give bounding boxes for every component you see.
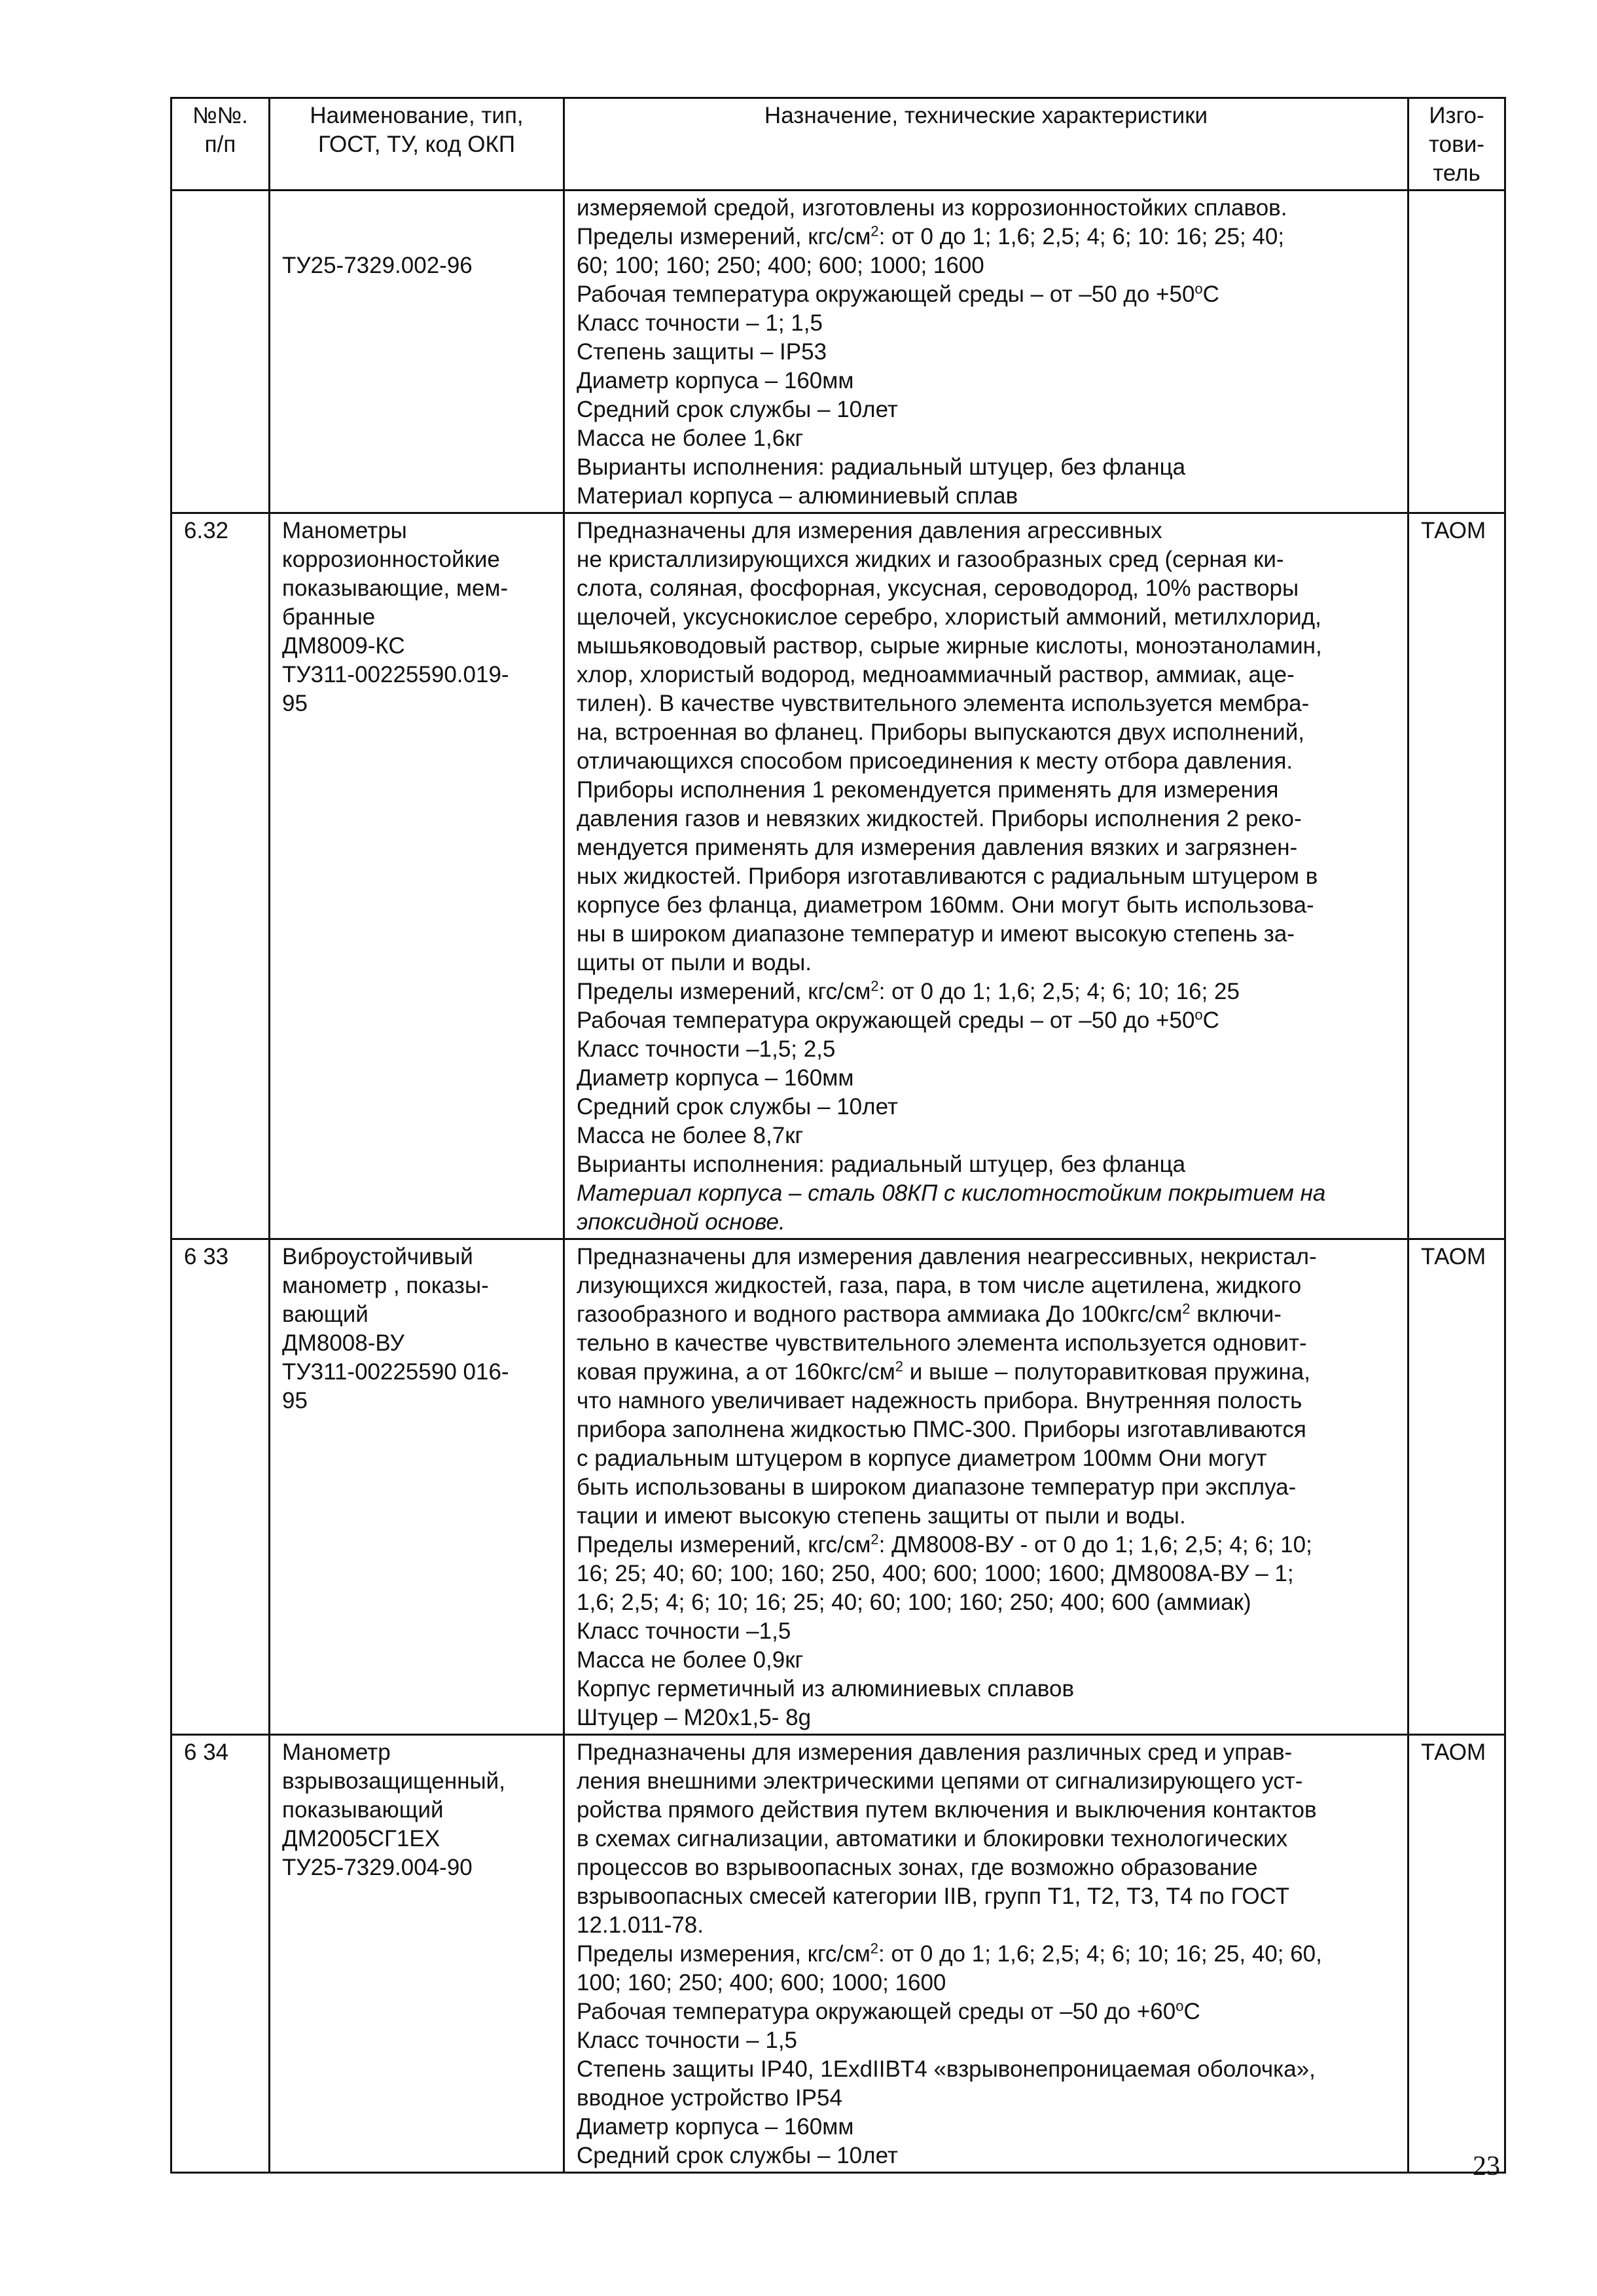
description-text: давления газов и невязких жидкостей. Приборы исполнения 2 реко- [577, 806, 1302, 831]
description-text: Масса не более 1,6кг [577, 426, 804, 451]
header-manufacturer-line: Изго- [1429, 103, 1484, 128]
description-line [577, 718, 1395, 747]
description-text: Рабочая температура окружающей среды от –50 до +60 [577, 1999, 1176, 2024]
product-name-line: ДМ8009-КС [282, 633, 405, 659]
description-line [577, 1473, 1395, 1502]
description-text: Класс точности – 1; 1,5 [577, 310, 823, 336]
description-text: Пределы измерений, кгс/см [577, 224, 871, 249]
description-line [577, 424, 1395, 453]
description-text: ковая пружина, а от 160кгс/см [577, 1359, 895, 1385]
description-text: быть использованы в широком диапазоне температур при эксплуа- [577, 1474, 1297, 1500]
superscript: 2 [870, 1940, 879, 1957]
product-name-line: показывающие, мем- [282, 575, 509, 601]
product-name-line: коррозионностойкие [282, 547, 500, 572]
description-line [577, 194, 1395, 223]
superscript: 2 [895, 1358, 904, 1375]
description-text: ны в широком диапазоне температур и имеют высокую степень за- [577, 921, 1295, 947]
description-line [577, 1969, 1395, 1997]
header-name [270, 98, 564, 191]
description-line [577, 603, 1395, 632]
description-line [577, 2141, 1395, 2170]
description-text: вводное устройство IP54 [577, 2085, 842, 2111]
header-number-line: п/п [204, 132, 236, 157]
superscript: 2 [870, 223, 879, 240]
row-number: 6 33 [184, 1244, 229, 1269]
description-line [577, 1940, 1395, 1969]
header-manufacturer-line: тови- [1429, 132, 1484, 157]
description-text: на, встроенная во фланец. Приборы выпускаются двух исполнений, [577, 720, 1304, 745]
description-text: : ДМ8008-ВУ - от 0 до 1; 1,6; 2,5; 4; 6; 10; [878, 1532, 1312, 1558]
description-line [577, 1208, 1395, 1237]
description-text: : от 0 до 1; 1,6; 2,5; 4; 6; 10; 16; 25 [878, 979, 1240, 1004]
description-line [577, 977, 1395, 1006]
description-text: Пределы измерения, кгс/см [577, 1941, 870, 1967]
superscript: 2 [870, 1531, 879, 1548]
description-cell [564, 513, 1409, 1239]
description-text: Средний срок службы – 10лет [577, 2143, 898, 2168]
description-text: Диаметр корпуса – 160мм [577, 2114, 854, 2140]
description-text: Средний срок службы – 10лет [577, 397, 898, 422]
manufacturer: ТАОМ [1421, 518, 1486, 543]
product-name-line: бранные [282, 604, 376, 630]
description-line [577, 482, 1395, 511]
product-name-cell [270, 1735, 564, 2173]
description-line [577, 1243, 1395, 1271]
description-text: измеряемой средой, изготовлены из коррозионностойких сплавов. [577, 195, 1287, 221]
table-body [171, 191, 1505, 2173]
description-line [577, 689, 1395, 718]
description-text: Средний срок службы – 10лет [577, 1094, 898, 1120]
superscript: o [1194, 1006, 1203, 1023]
description-line [577, 1150, 1395, 1179]
description-text: ления внешними электрическими цепями от сигнализирующего уст- [577, 1768, 1303, 1794]
description-line [577, 545, 1395, 574]
description-line [577, 338, 1395, 367]
description-text: 12.1.011-78. [577, 1912, 704, 1938]
description-line [577, 1415, 1395, 1444]
description-text: С [1183, 1999, 1200, 2024]
description-text: 1,6; 2,5; 4; 6; 10; 16; 25; 40; 60; 100; 160; 250; 400; 600 (аммиак) [577, 1590, 1251, 1615]
description-text: Пределы измерений, кгс/см [577, 979, 871, 1004]
description-text: щелочей, уксуснокислое серебро, хлористый аммоний, метилхлорид, [577, 604, 1321, 630]
description-line [577, 309, 1395, 338]
description-line [577, 395, 1395, 424]
description-text: Выриaнты исполнения: радиальный штуцер, без фланца [577, 454, 1186, 480]
description-text: Степень защиты – IP53 [577, 339, 827, 365]
table-header-row [171, 98, 1505, 191]
superscript: 2 [870, 977, 879, 994]
product-name-line: показывающий [282, 1797, 444, 1823]
description-text: Рабочая температура окружающей среды – от –50 до +50 [577, 282, 1195, 307]
description-text: слота, соляная, фосфорная, уксусная, сероводород, 10% растворы [577, 575, 1299, 601]
header-number-line: №№. [192, 103, 248, 128]
description-text: включи- [1190, 1302, 1282, 1327]
description-line [577, 1675, 1395, 1704]
description-text: что намного увеличивает надежность прибора. Внутренняя полость [577, 1388, 1302, 1413]
description-text: Класс точности –1,5 [577, 1618, 791, 1644]
product-name-line: ДМ8008-ВУ [282, 1330, 404, 1356]
description-text: тельно в качестве чувствительного элемента используется одновит- [577, 1330, 1307, 1356]
manufacturer-cell [1409, 1239, 1505, 1735]
description-line [577, 223, 1395, 251]
manufacturer-cell [1409, 191, 1505, 513]
description-line [577, 1588, 1395, 1617]
superscript: o [1194, 280, 1203, 297]
row-number-cell [171, 1239, 270, 1735]
page-number: 23 [1473, 2151, 1500, 2181]
description-line [577, 661, 1395, 689]
description-line [577, 2026, 1395, 2055]
description-line [577, 891, 1395, 920]
product-name-cell [270, 1239, 564, 1735]
description-line [577, 1502, 1395, 1531]
description-line [577, 453, 1395, 482]
description-text: : от 0 до 1; 1,6; 2,5; 4; 6; 10: 16; 25; 40; [878, 224, 1285, 249]
description-text: в схемах сигнализации, автоматики и блокировки технологических [577, 1826, 1288, 1851]
description-text: Класс точности –1,5; 2,5 [577, 1036, 836, 1062]
description-line [577, 833, 1395, 862]
description-line [577, 1559, 1395, 1588]
description-line [577, 1358, 1395, 1387]
header-number [171, 98, 270, 191]
description-line [577, 1387, 1395, 1415]
description-line [577, 1300, 1395, 1329]
description-text: ройства прямого действия путем включения и выключения контактов [577, 1797, 1317, 1823]
header-manufacturer-line: тель [1433, 160, 1480, 186]
description-line [577, 1997, 1395, 2026]
description-text: процессов во взрывоопасных зонах, где возможно образование [577, 1855, 1258, 1880]
row-number-cell [171, 1735, 270, 2173]
description-text: Предназначены для измерения давления неагрессивных, некристал- [577, 1244, 1317, 1269]
description-text: с радиальным штуцером в корпусе диаметром 100мм Они могут [577, 1446, 1267, 1471]
product-name-line: взрывозащищенный, [282, 1768, 505, 1794]
description-text: Выриaнты исполнения: радиальный штуцер, без фланца [577, 1152, 1186, 1177]
description-cell [564, 1735, 1409, 2173]
product-name-line [282, 194, 551, 223]
manufacturer-cell [1409, 513, 1505, 1239]
header-description [564, 98, 1409, 191]
table-row [171, 191, 1505, 513]
description-text: мендуется применять для измерения давления вязких и загрязнен- [577, 835, 1298, 860]
table-row [171, 513, 1505, 1239]
description-line [577, 949, 1395, 977]
description-text: тации и имеют высокую степень защиты от пыли и воды. [577, 1503, 1186, 1529]
product-name-line: Манометры [282, 518, 407, 543]
description-line [577, 1738, 1395, 1767]
description-text: Диаметр корпуса – 160мм [577, 1065, 854, 1091]
superscript: o [1175, 1997, 1184, 2014]
description-text: С [1202, 282, 1219, 307]
description-line [577, 1329, 1395, 1358]
description-line [577, 367, 1395, 395]
product-name-line: ТУ25-7329.004-90 [282, 1855, 473, 1880]
row-number-cell [171, 191, 270, 513]
description-line [577, 517, 1395, 545]
description-line [577, 1825, 1395, 1853]
description-text: эпоксидной основе. [577, 1209, 785, 1235]
manufacturer-cell [1409, 1735, 1505, 2173]
description-text: щиты от пыли и воды. [577, 950, 812, 975]
description-line [577, 1006, 1395, 1035]
header-name-line: ГОСТ, ТУ, код ОКП [317, 132, 515, 157]
description-line [577, 920, 1395, 949]
superscript: 2 [1182, 1300, 1191, 1317]
product-name-line: Виброустойчивый [282, 1244, 473, 1269]
product-name-line: ТУ311-00225590 016- [282, 1359, 509, 1385]
row-number: 6 34 [184, 1740, 229, 1765]
description-text: Предназначены для измерения давления агрессивных [577, 518, 1162, 543]
description-text: : от 0 до 1; 1,6; 2,5; 4; 6; 10; 16; 25, 40; 60, [878, 1941, 1322, 1967]
description-text: Приборы исполнения 1 рекомендуется применять для измерения [577, 777, 1279, 803]
description-text: Степень защиты IP40, 1ExdIIBT4 «взрывонепроницаемая оболочка», [577, 2056, 1316, 2082]
product-name-line: ТУ25-7329.002-96 [282, 253, 473, 278]
description-line [577, 1093, 1395, 1121]
description-line [577, 1767, 1395, 1796]
description-line [577, 776, 1395, 805]
product-name-cell [270, 191, 564, 513]
description-text: и выше – полуторавитковая пружина, [903, 1359, 1310, 1385]
description-text: Материал корпуса – алюминиевый сплав [577, 483, 1018, 509]
description-text: газообразного и водного раствора аммиака До 100кгс/см [577, 1302, 1183, 1327]
description-line [577, 280, 1395, 309]
description-text: Рабочая температура окружающей среды – от –50 до +50 [577, 1008, 1195, 1033]
description-line [577, 1882, 1395, 1911]
specification-table [170, 97, 1506, 2174]
table-row [171, 1239, 1505, 1735]
header-manufacturer [1409, 98, 1505, 191]
description-line [577, 1911, 1395, 1940]
row-number-cell [171, 513, 270, 1239]
description-text: взрывоопасных смесей категории IIВ, групп Т1, Т2, Т3, Т4 по ГОСТ [577, 1884, 1290, 1909]
description-line [577, 2113, 1395, 2141]
description-text: 16; 25; 40; 60; 100; 160; 250, 400; 600; 1000; 1600; ДМ8008А-ВУ – 1; [577, 1561, 1294, 1586]
description-text: Штуцер – М20х1,5- 8g [577, 1705, 812, 1730]
description-text: Класс точности – 1,5 [577, 2028, 798, 2053]
description-text: Корпус герметичный из алюминиевых сплавов [577, 1676, 1075, 1702]
description-line [577, 1271, 1395, 1300]
header-name-line: Наименование, тип, [310, 103, 524, 128]
description-text: корпусе без фланца, диаметром 160мм. Они могут быть использова- [577, 892, 1314, 918]
product-name-line [282, 223, 551, 251]
description-text: хлор, хлористый водород, медноаммиачный раствор, аммиак, аце- [577, 662, 1295, 687]
product-name-line: Манометр [282, 1740, 391, 1765]
header-description-line: Назначение, технические характеристики [764, 103, 1208, 128]
description-line [577, 2055, 1395, 2084]
description-cell [564, 191, 1409, 513]
row-number: 6.32 [184, 518, 229, 543]
product-name-line: ДМ2005СГ1ЕХ [282, 1826, 440, 1851]
description-text: лизующихся жидкостей, газа, пара, в том числе ацетилена, жидкого [577, 1273, 1302, 1298]
description-cell [564, 1239, 1409, 1735]
description-line [577, 632, 1395, 661]
description-line [577, 1035, 1395, 1064]
description-text: 100; 160; 250; 400; 600; 1000; 1600 [577, 1970, 946, 1995]
description-line [577, 1179, 1395, 1208]
description-text: Предназначены для измерения давления различных сред и управ- [577, 1740, 1293, 1765]
manufacturer: ТАОМ [1421, 1244, 1486, 1269]
description-text: не кристаллизирующихся жидких и газообразных сред (серная ки- [577, 547, 1284, 572]
manufacturer: ТАОМ [1421, 1740, 1486, 1765]
description-line [577, 1853, 1395, 1882]
product-name-cell [270, 513, 564, 1239]
product-name-line: 95 [282, 1388, 308, 1413]
description-line [577, 1531, 1395, 1559]
description-line [577, 251, 1395, 280]
description-text: Масса не более 0,9кг [577, 1647, 804, 1673]
description-text: Масса не более 8,7кг [577, 1123, 804, 1148]
description-line [577, 1617, 1395, 1646]
description-text: мышьяководовый раствор, сырые жирные кислоты, моноэтаноламин, [577, 633, 1322, 659]
description-line [577, 1704, 1395, 1732]
description-text: прибора заполнена жидкостью ПМС-300. Приборы изготавливаются [577, 1417, 1306, 1442]
table-row [171, 1735, 1505, 2173]
description-line [577, 1121, 1395, 1150]
description-line [577, 1646, 1395, 1675]
product-name-line: вающий [282, 1302, 368, 1327]
description-text: С [1202, 1008, 1219, 1033]
description-line [577, 1796, 1395, 1825]
description-line [577, 862, 1395, 891]
description-line [577, 2084, 1395, 2113]
product-name-line: ТУ311-00225590.019- [282, 662, 509, 687]
description-line [577, 805, 1395, 833]
product-name-line: 95 [282, 691, 308, 716]
description-text: Диаметр корпуса – 160мм [577, 368, 854, 393]
description-text: отличающихся способом присоединения к месту отбора давления. [577, 748, 1293, 774]
description-line [577, 1064, 1395, 1093]
description-text: тилен). В качестве чувствительного элемента используется мембра- [577, 691, 1310, 716]
description-text: Материал корпуса – сталь 08КП с кислотностойким покрытием на [577, 1180, 1326, 1206]
description-line [577, 747, 1395, 776]
description-line [577, 1444, 1395, 1473]
description-text: Пределы измерений, кгс/см [577, 1532, 871, 1558]
description-line [577, 574, 1395, 603]
description-text: 60; 100; 160; 250; 400; 600; 1000; 1600 [577, 253, 984, 278]
description-text: ных жидкостей. Приборя изготавливаются с радиальным штуцером в [577, 864, 1318, 889]
product-name-line: манометр , показы- [282, 1273, 489, 1298]
